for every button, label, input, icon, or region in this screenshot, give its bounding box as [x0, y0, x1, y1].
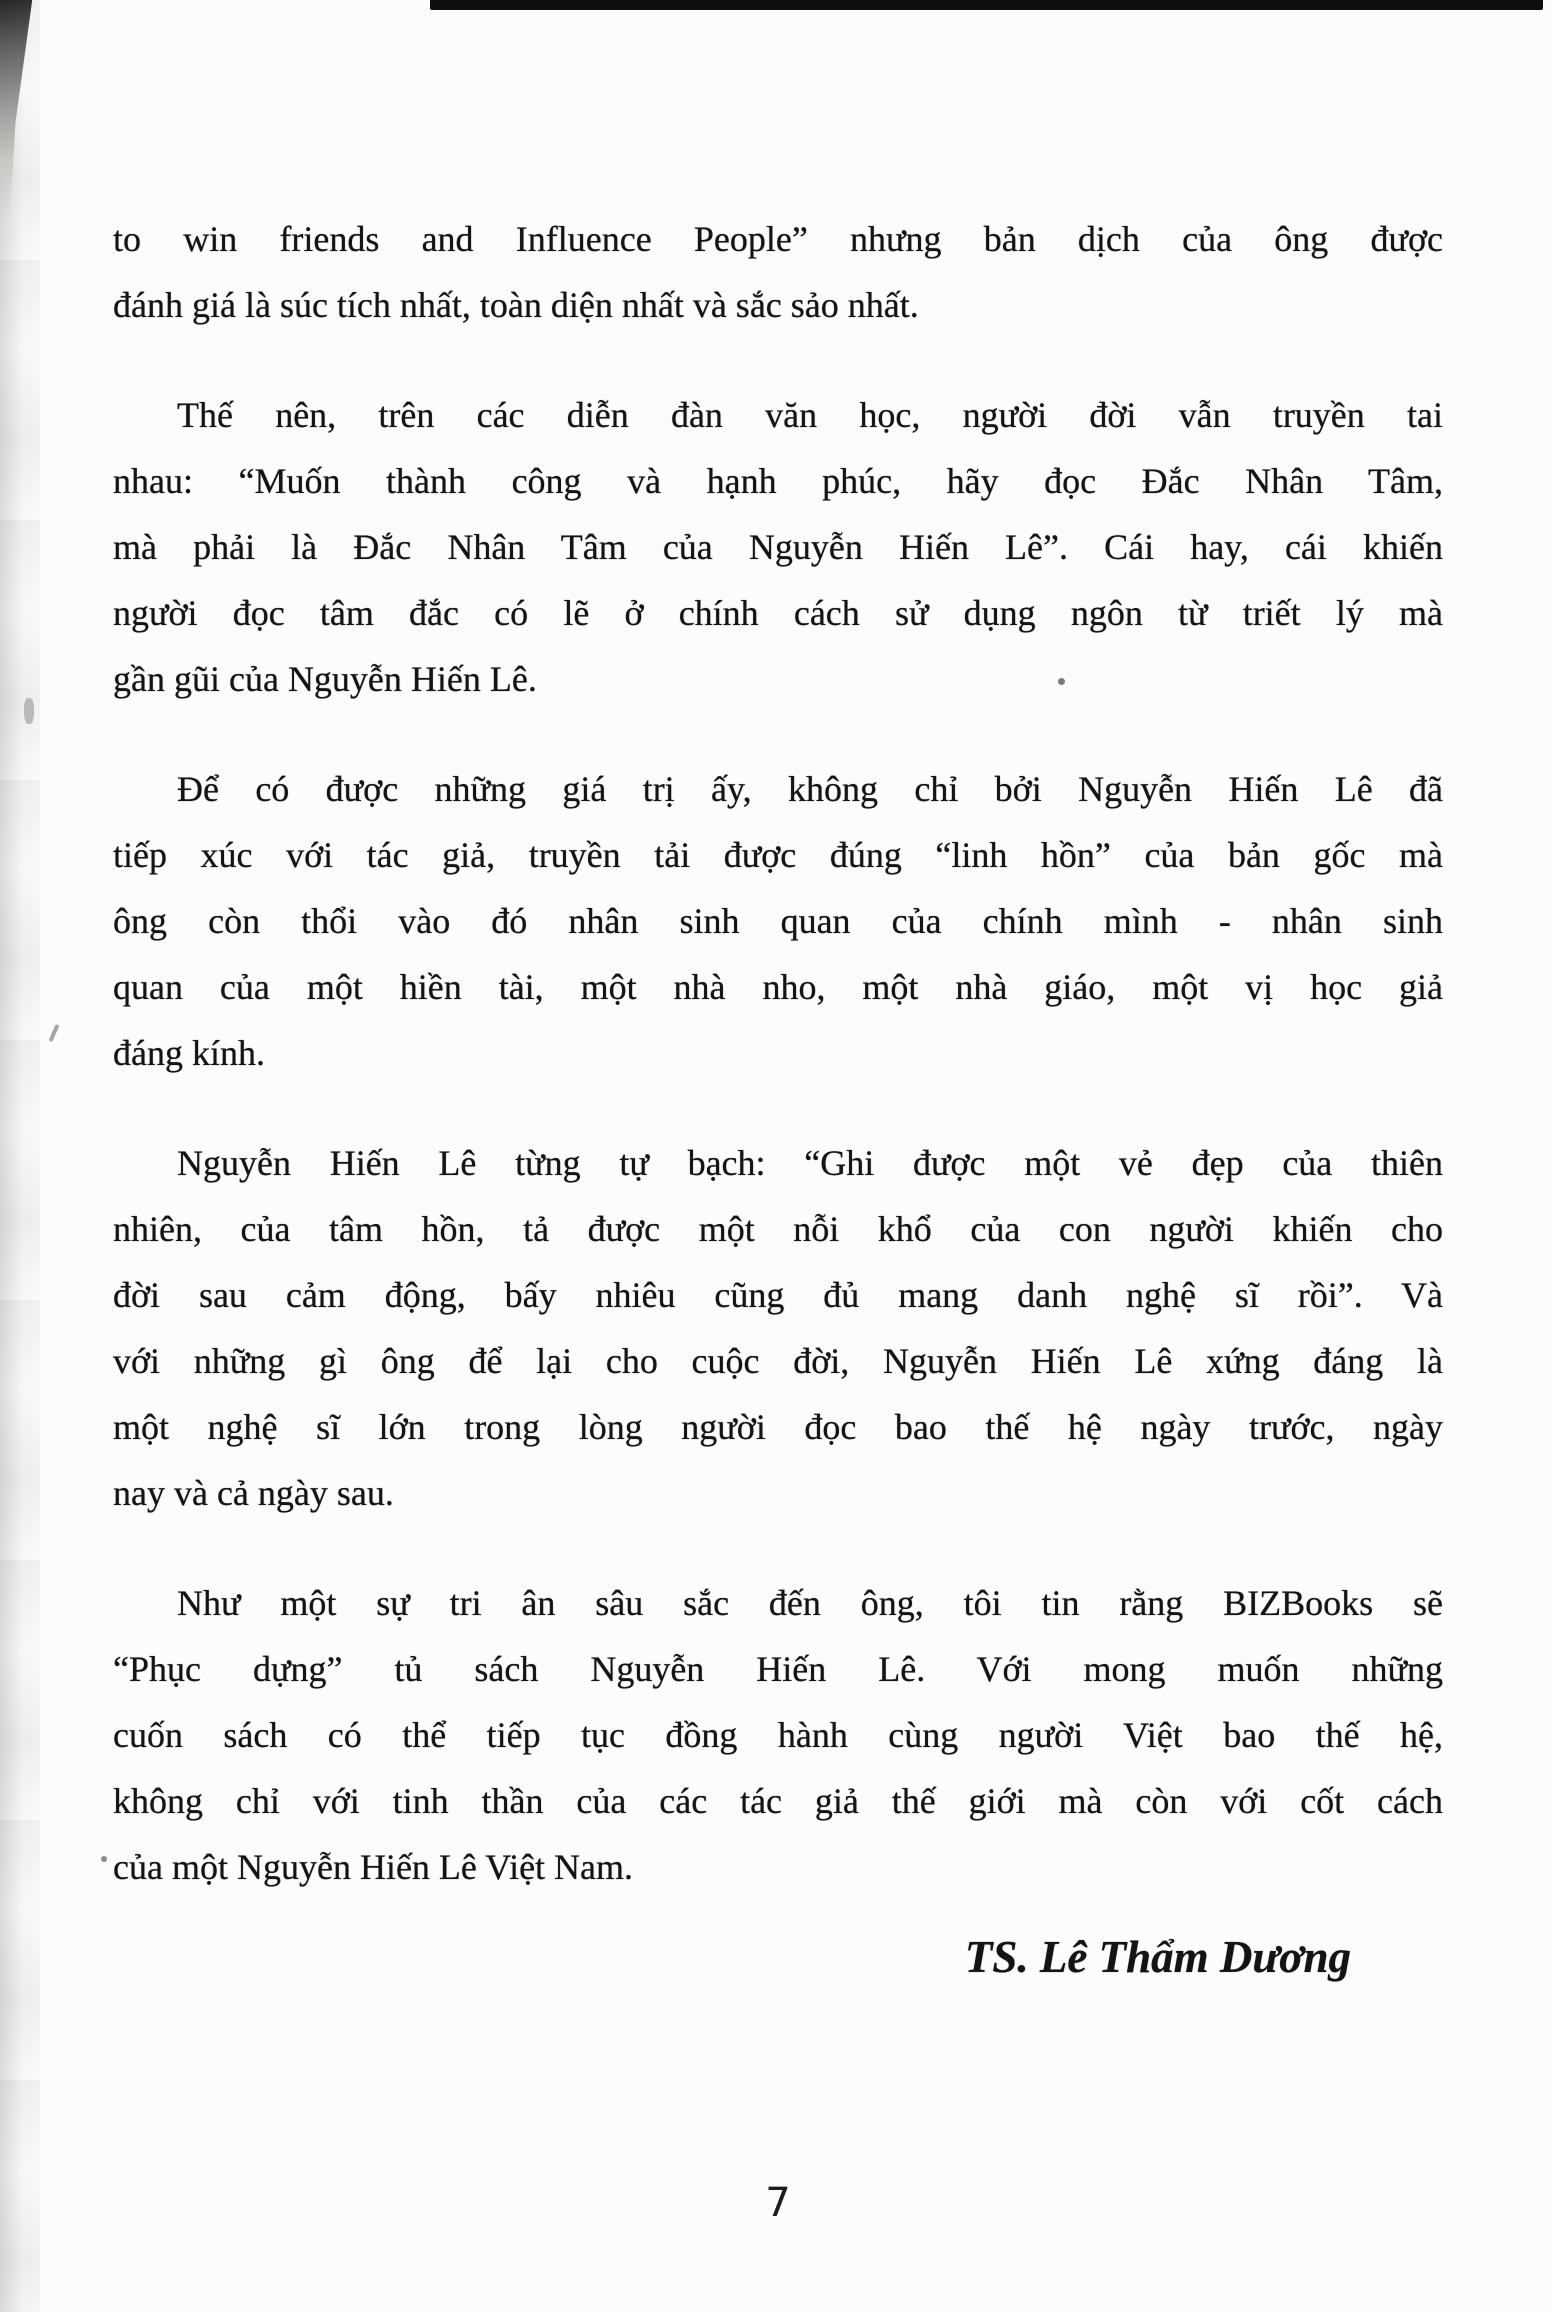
- text-line: đánh giá là súc tích nhất, toàn diện nhất và sắc sảo nhất.: [113, 285, 919, 325]
- text-line: Như một sự tri ân sâu sắc đến ông, tôi tin rằng BIZBooks sẽ: [177, 1583, 1443, 1623]
- paragraphs-container: [113, 206, 1443, 1900]
- paragraph: [113, 1130, 1443, 1526]
- text-line: ông còn thổi vào đó nhân sinh quan của chính mình - nhân sinh: [113, 901, 1443, 941]
- text-line: quan của một hiền tài, một nhà nho, một nhà giáo, một vị học giả: [113, 967, 1443, 1007]
- page-number: 7: [765, 2180, 791, 2226]
- text-line: cuốn sách có thể tiếp tục đồng hành cùng người Việt bao thế hệ,: [113, 1715, 1443, 1755]
- scan-speck: [24, 698, 34, 724]
- scan-speck: [49, 1024, 60, 1042]
- paragraph: [113, 1570, 1443, 1900]
- paragraph: [113, 382, 1443, 712]
- text-line: “Phục dựng” tủ sách Nguyễn Hiến Lê. Với mong muốn những: [113, 1649, 1443, 1689]
- text-line: tiếp xúc với tác giả, truyền tải được đúng “linh hồn” của bản gốc mà: [113, 835, 1443, 875]
- text-line: mà phải là Đắc Nhân Tâm của Nguyễn Hiến Lê”. Cái hay, cái khiến: [113, 527, 1443, 567]
- text-line: to win friends and Influence People” nhưng bản dịch của ông được: [113, 219, 1443, 259]
- author-signature: TS. Lê Thẩm Dương: [964, 1932, 1351, 1982]
- text-line: nay và cả ngày sau.: [113, 1473, 394, 1513]
- paragraph: [113, 756, 1443, 1086]
- text-line: với những gì ông để lại cho cuộc đời, Nguyễn Hiến Lê xứng đáng là: [113, 1341, 1443, 1381]
- scan-speck: [101, 1856, 107, 1862]
- text-line: gần gũi của Nguyễn Hiến Lê.: [113, 659, 537, 699]
- text-line: của một Nguyễn Hiến Lê Việt Nam.: [113, 1847, 634, 1887]
- scan-left-edge-shadow: [0, 0, 40, 2312]
- text-line: không chỉ với tinh thần của các tác giả thế giới mà còn với cốt cách: [113, 1781, 1443, 1821]
- scan-top-bar: [430, 0, 1543, 10]
- text-line: đời sau cảm động, bấy nhiêu cũng đủ mang danh nghệ sĩ rồi”. Và: [113, 1275, 1443, 1315]
- text-line: Thế nên, trên các diễn đàn văn học, người đời vẫn truyền tai: [177, 395, 1443, 435]
- text-line: một nghệ sĩ lớn trong lòng người đọc bao thế hệ ngày trước, ngày: [113, 1407, 1443, 1447]
- text-line: Để có được những giá trị ấy, không chỉ bởi Nguyễn Hiến Lê đã: [177, 769, 1443, 809]
- page-text: [113, 206, 1443, 1988]
- text-line: nhiên, của tâm hồn, tả được một nỗi khổ của con người khiến cho: [113, 1209, 1443, 1249]
- text-line: người đọc tâm đắc có lẽ ở chính cách sử dụng ngôn từ triết lý mà: [113, 593, 1443, 633]
- paragraph: [113, 206, 1443, 338]
- text-line: Nguyễn Hiến Lê từng tự bạch: “Ghi được một vẻ đẹp của thiên: [177, 1143, 1443, 1183]
- text-line: đáng kính.: [113, 1033, 265, 1073]
- text-line: nhau: “Muốn thành công và hạnh phúc, hãy đọc Đắc Nhân Tâm,: [113, 461, 1443, 501]
